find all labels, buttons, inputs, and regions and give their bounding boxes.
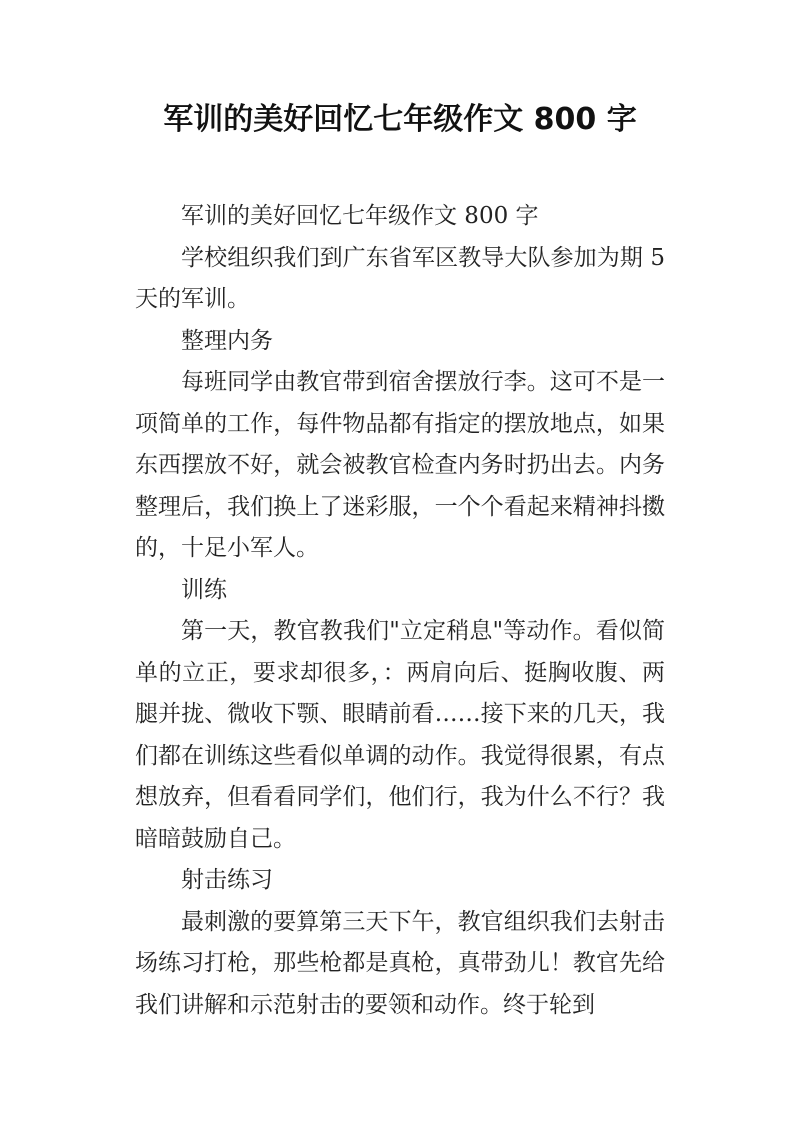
section-heading-housekeeping: 整理内务 bbox=[181, 327, 273, 354]
section-heading-shooting: 射击练习 bbox=[181, 867, 273, 893]
paragraph-training: 第一天，教官教我们"立定稍息"等动作。看似简单的立正，要求却很多，：两肩向后、挺胸收腹、两腿并拢、微收下颚、眼睛前看……接下来的几天，我们都在训练这些看似单调的动作。我觉得很累，有点想放弃，但看看同学们，他们行，我为什么不行？我暗暗鼓励自己。 bbox=[135, 618, 665, 852]
paragraph-shooting: 最刺激的要算第三天下午，教官组织我们去射击场练习打枪，那些枪都是真枪，真带劲儿！教官先给我们讲解和示范射击的要领和动作。终于轮到 bbox=[135, 908, 665, 1018]
paragraph-subtitle: 军训的美好回忆七年级作文 800 字 bbox=[181, 203, 539, 229]
paragraph-housekeeping: 每班同学由教官带到宿舍摆放行李。这可不是一项简单的工作，每件物品都有指定的摆放地点，如果东西摆放不好，就会被教官检查内务时扔出去。内务整理后，我们换上了迷彩服，一个个看起来精神抖擞的，十足小军人。 bbox=[135, 369, 665, 561]
document-body bbox=[135, 196, 665, 1026]
paragraph-intro: 学校组织我们到广东省军区教导大队参加为期 5 天的军训。 bbox=[135, 244, 665, 312]
document-title: 军训的美好回忆七年级作文 800 字 bbox=[163, 102, 637, 137]
section-heading-training: 训练 bbox=[181, 576, 227, 603]
